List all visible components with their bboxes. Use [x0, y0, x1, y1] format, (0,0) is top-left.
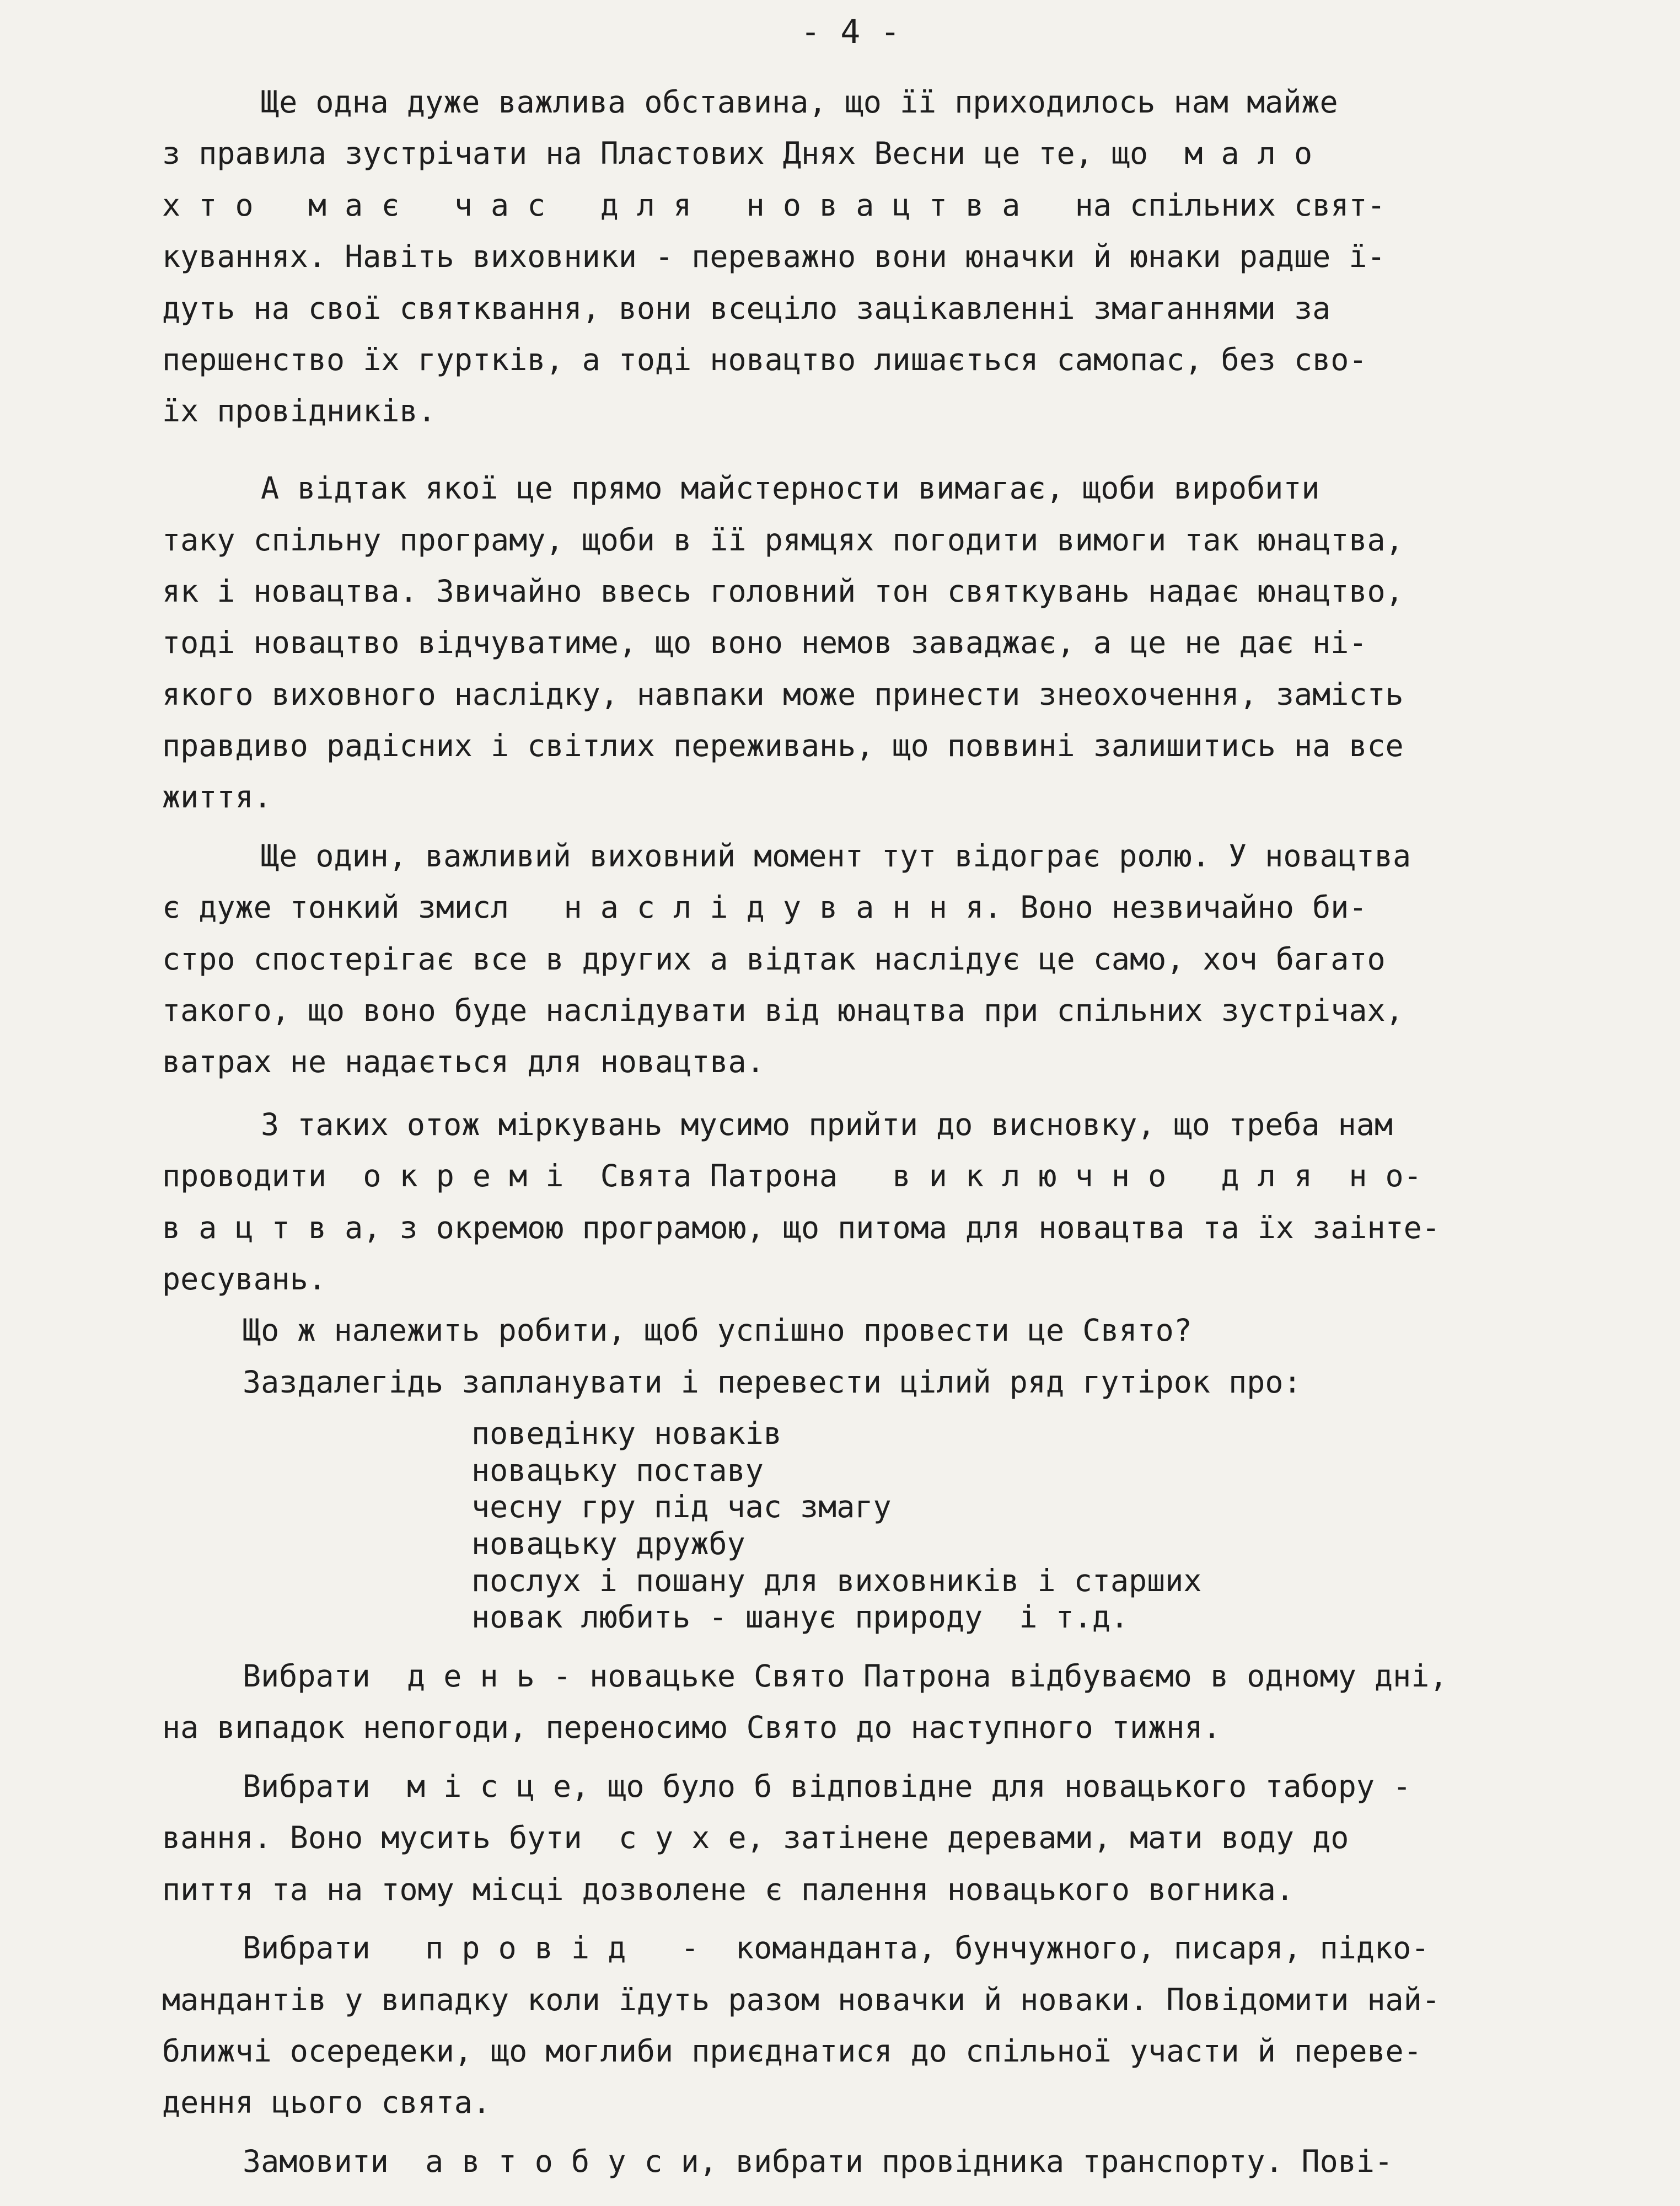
list-item: новацьку поставу — [471, 1453, 764, 1488]
text-line: життя. — [162, 779, 272, 815]
text-line: Що ж належить робити, щоб успішно провести це Свято? — [243, 1313, 1192, 1348]
text-line: як і новацтва. Звичайно ввесь головний тон святкувань надає юнацтво, — [162, 574, 1404, 609]
text-line: Ще одна дуже важлива обставина, що її приходилось нам майже — [261, 84, 1338, 120]
text-line: першенство їх гуртків, а тоді новацтво лишається самопас, без сво- — [162, 342, 1367, 377]
text-line: А відтак якої це прямо майстерности вимагає, щоби виробити — [261, 470, 1320, 506]
text-line: в а ц т в а, з окремою програмою, що питома для новацтва та їх заінте- — [162, 1210, 1440, 1245]
text-line: Заздалегідь запланувати і перевести цілий ряд гутірок про: — [243, 1364, 1302, 1400]
text-line: стро спостерігає все в других а відтак наслідує це само, хоч багато — [162, 941, 1386, 977]
text-line: Вибрати п р о в і д - команданта, бунчужного, писаря, підко- — [243, 1930, 1430, 1966]
page-number: - 4 - — [801, 13, 900, 51]
text-line: їх провідників. — [162, 393, 436, 429]
list-item: новацьку дружбу — [471, 1526, 745, 1561]
text-line: х т о м а є ч а с д л я н о в а ц т в а на спільних свят- — [162, 188, 1386, 223]
text-line: такого, що воно буде наслідувати від юнацтва при спільних зустрічах, — [162, 993, 1404, 1028]
list-item: чесну гру під час змагу — [471, 1489, 892, 1524]
text-line: куваннях. Навіть виховники - переважно вони юначки й юнаки радше ї- — [162, 239, 1386, 274]
list-item: послух і пошану для виховників і старших — [471, 1563, 1202, 1598]
text-line: дуть на свої святквання, вони всеціло зацікавленні змаганнями за — [162, 291, 1331, 326]
text-line: є дуже тонкий змисл н а с л і д у в а н н я. Воно незвичайно би- — [162, 890, 1367, 925]
list-item: поведінку новаків — [471, 1416, 782, 1451]
text-line: тоді новацтво відчуватиме, що воно немов заваджає, а це не дає ні- — [162, 625, 1367, 660]
text-line: ресувань. — [162, 1261, 327, 1297]
text-line: проводити о к р е м і Свята Патрона в и к л ю ч н о д л я н о- — [162, 1158, 1422, 1193]
list-item: новак любить - шанує природу і т.д. — [471, 1599, 1129, 1635]
text-line: таку спільну програму, щоби в її рямцях погодити вимоги так юнацтва, — [162, 522, 1404, 558]
text-line: Замовити а в т о б у с и, вибрати провідника транспорту. Пові- — [243, 2144, 1393, 2179]
text-line: З таких отож міркувань мусимо прийти до висновку, що треба нам — [261, 1107, 1393, 1142]
text-line: якого виховного наслідку, навпаки може принести знеохочення, замість — [162, 677, 1404, 712]
text-line: ближчі осередеки, що моглиби приєднатися до спільної участи й переве- — [162, 2033, 1422, 2069]
text-line: Ще один, важливий виховний момент тут відограє ролю. У новацтва — [261, 838, 1411, 874]
text-line: Вибрати м і с ц е, що було б відповідне для новацького табору - — [243, 1769, 1411, 1804]
text-line: пиття та на тому місці дозволене є палення новацького вогника. — [162, 1872, 1294, 1907]
text-line: мандантів у випадку коли їдуть разом новачки й новаки. Повідомити най- — [162, 1982, 1440, 2017]
text-line: Вибрати д е н ь - новацьке Свято Патрона відбуваємо в одному дні, — [243, 1658, 1448, 1694]
text-line: дення цього свята. — [162, 2085, 491, 2120]
text-line: з правила зустрічати на Пластових Днях Весни це те, що м а л о — [162, 136, 1313, 171]
text-line: ватрах не надається для новацтва. — [162, 1044, 765, 1079]
text-line: вання. Воно мусить бути с у х е, затінене деревами, мати воду до — [162, 1820, 1349, 1855]
text-line: на випадок непогоди, переносимо Свято до наступного тижня. — [162, 1710, 1221, 1745]
text-line: правдиво радісних і світлих переживань, що поввині залишитись на все — [162, 728, 1404, 763]
